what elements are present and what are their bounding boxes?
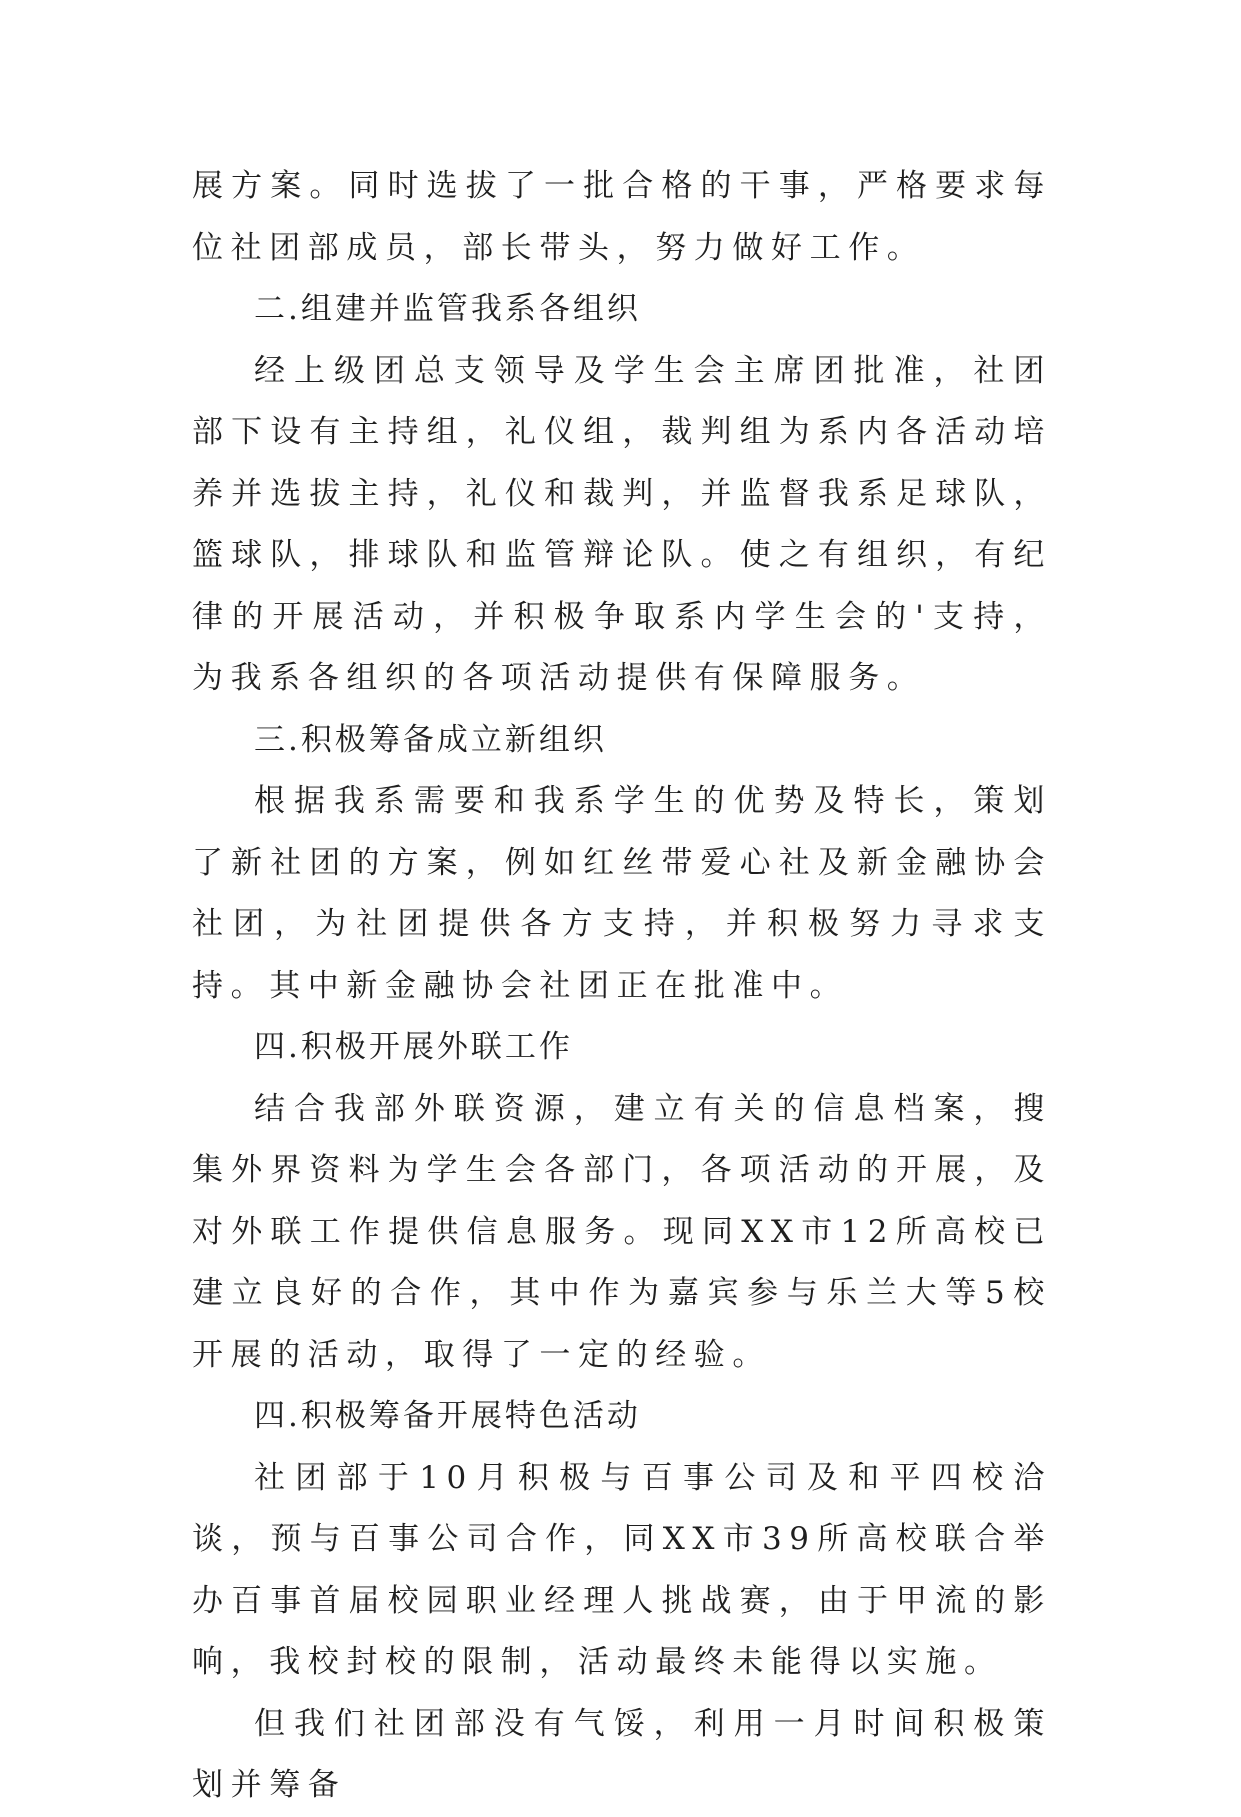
body-paragraph: 但我们社团部没有气馁，利用一月时间积极策划并筹备 (192, 1705, 1052, 1803)
section-heading: 三.积极筹备成立新组织 (254, 721, 607, 758)
body-paragraph: 结合我部外联资源，建立有关的信息档案，搜集外界资料为学生会各部门，各项活动的开展，及对外联工作提供信息服务。现同XX市12所高校已建立良好的合作，其中作为嘉宾参与乐兰大等5校开展的活动，取得了一定的经验。 (192, 1090, 1052, 1373)
body-paragraph: 经上级团总支领导及学生会主席团批准，社团部下设有主持组，礼仪组，裁判组为系内各活动培养并选拔主持，礼仪和裁判，并监督我系足球队，篮球队，排球队和监管辩论队。使之有组织，有纪律的开展活动，并积极争取系内学生会的'支持，为我系各组织的各项活动提供有保障服务。 (192, 352, 1052, 696)
body-paragraph: 展方案。同时选拔了一批合格的干事，严格要求每位社团部成员，部长带头，努力做好工作。 (192, 168, 1052, 266)
section-heading: 四.积极开展外联工作 (254, 1029, 573, 1065)
body-paragraph: 根据我系需要和我系学生的优势及特长，策划了新社团的方案，例如红丝带爱心社及新金融协会社团，为社团提供各方支持，并积极努力寻求支持。其中新金融协会社团正在批准中。 (192, 783, 1052, 1004)
section-heading: 二.组建并监管我系各组织 (254, 291, 641, 327)
section-heading: 四.积极筹备开展特色活动 (254, 1398, 641, 1434)
body-paragraph: 社团部于10月积极与百事公司及和平四校洽谈，预与百事公司合作，同XX市39所高校联合举办百事首届校园职业经理人挑战赛，由于甲流的影响，我校封校的限制，活动最终未能得以实施。 (192, 1459, 1052, 1680)
document-body (192, 156, 1052, 1817)
